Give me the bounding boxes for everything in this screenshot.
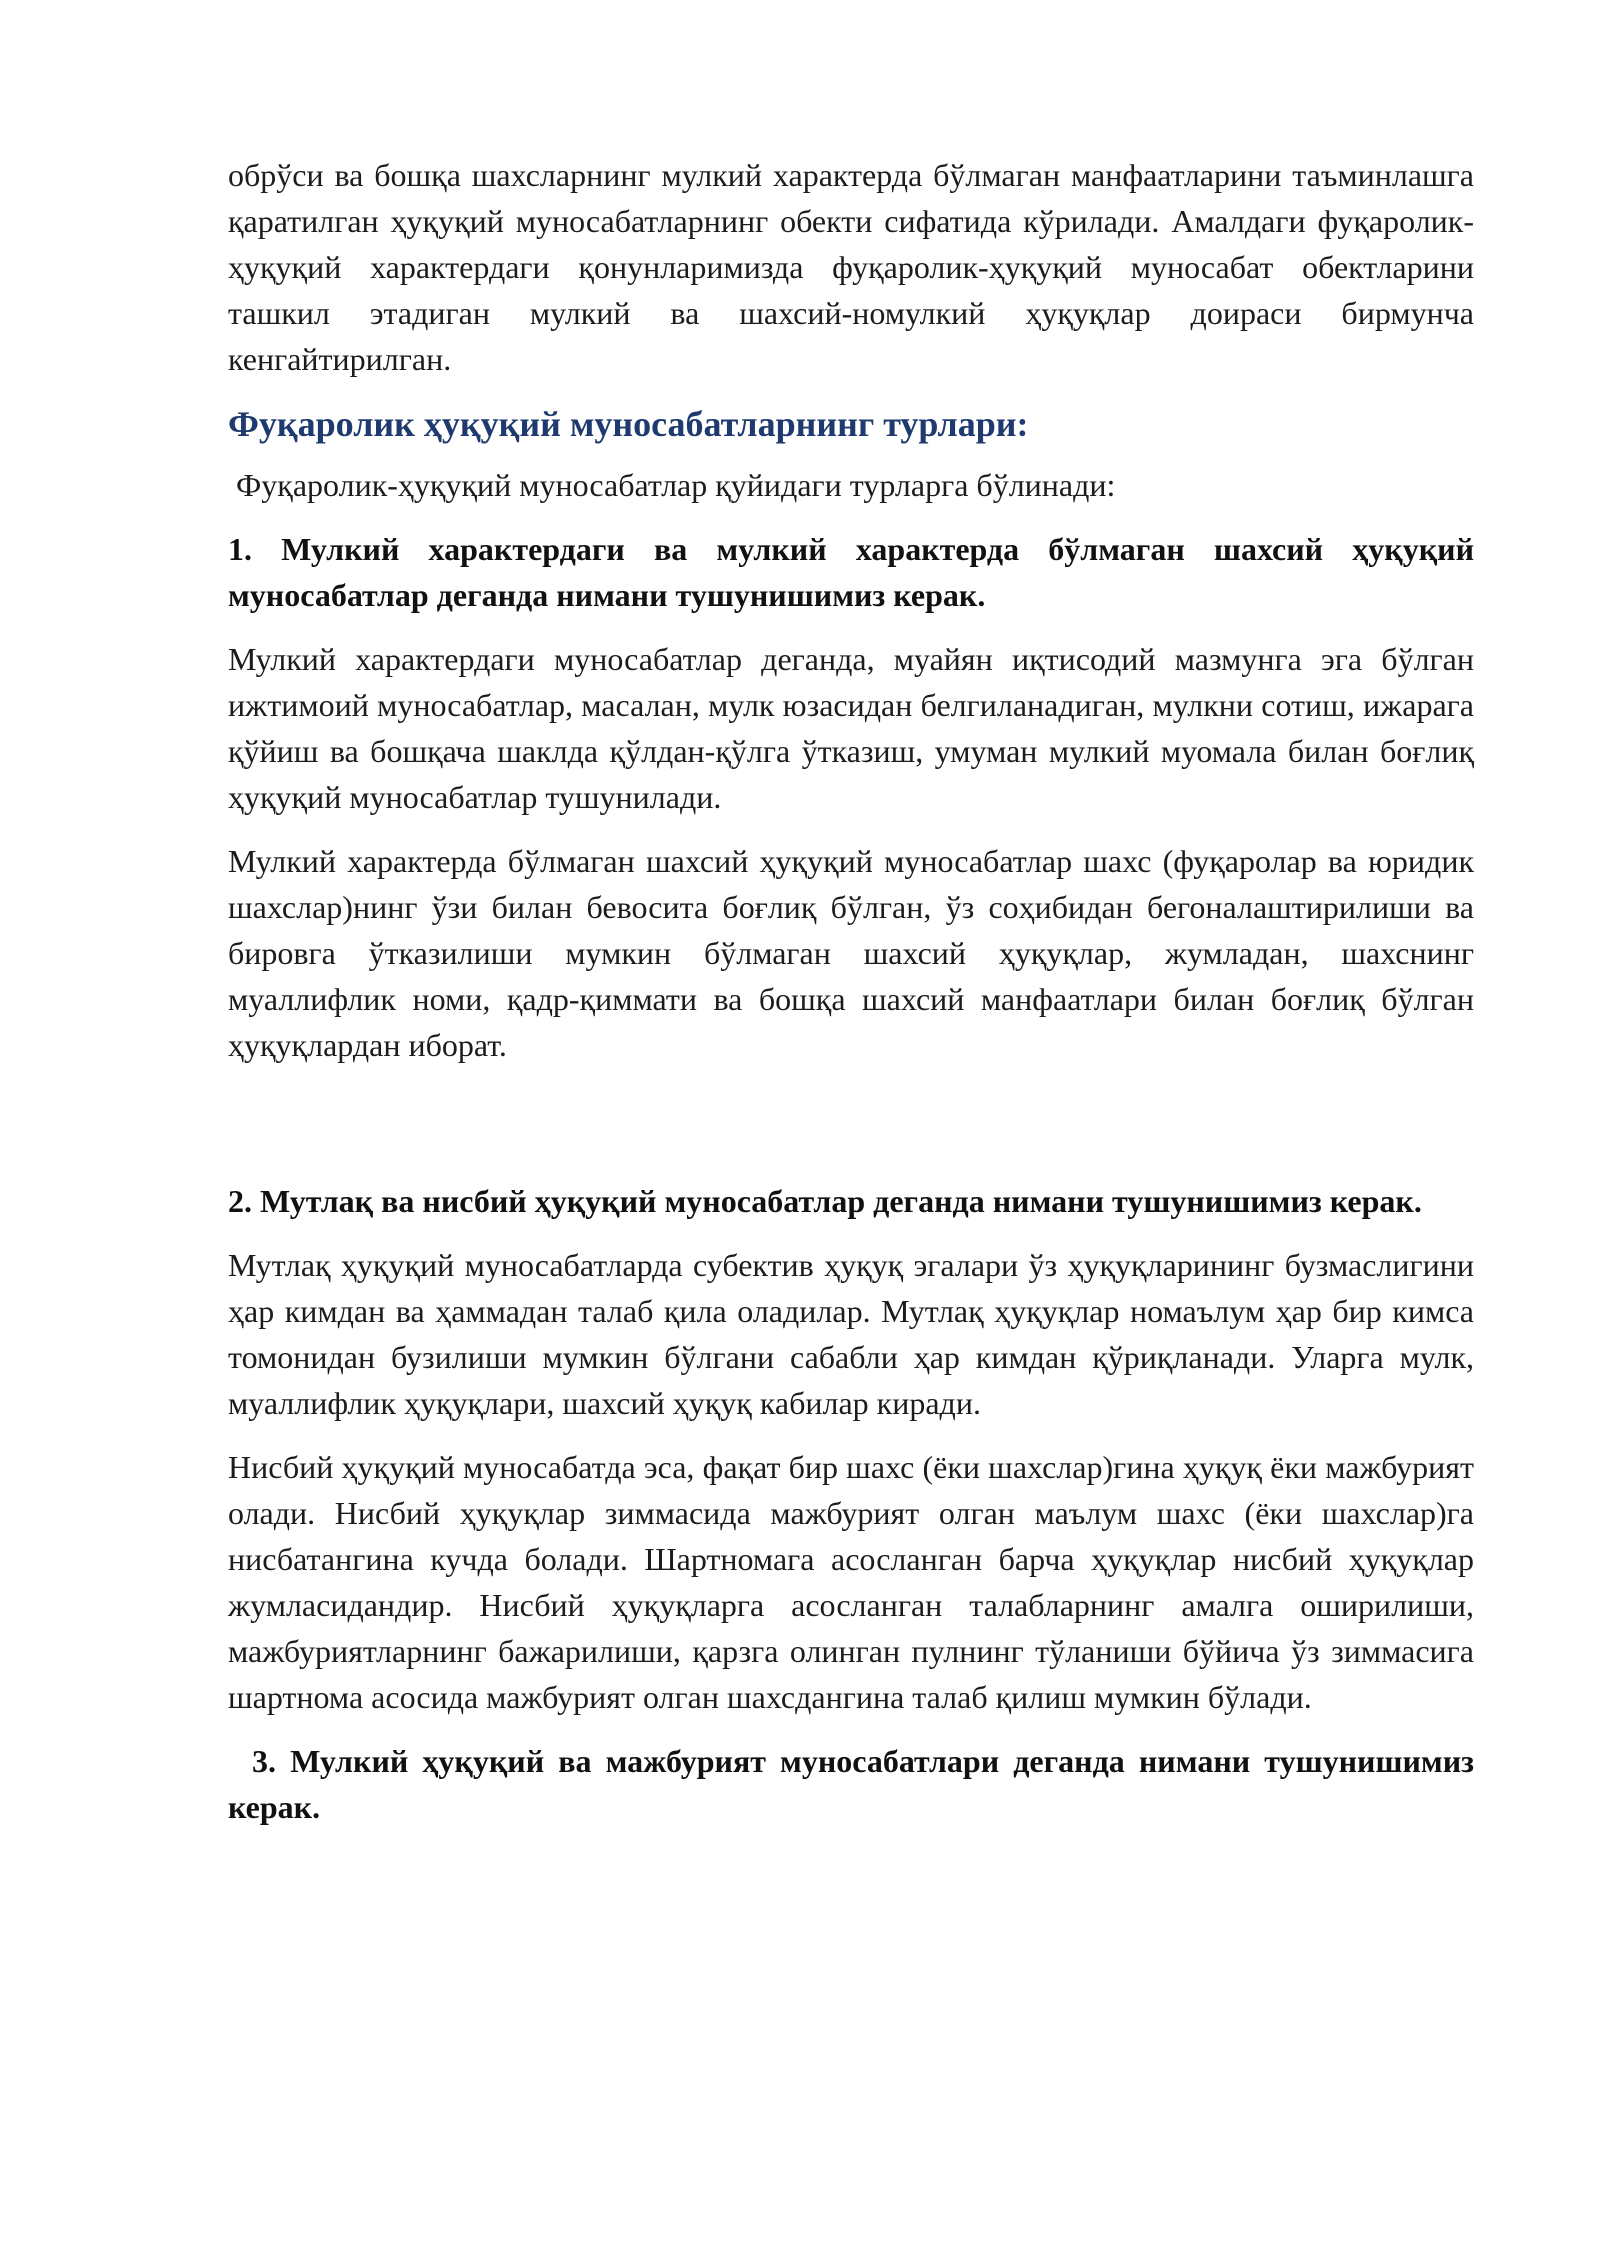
question-1-paragraph-1: Мулкий характердаги муносабатлар деганда, муайян иқтисодий мазмунга эга бўлган ижтимоий муносабатлар, масалан, мулк юзасидан белгиланадиган, мулкни сотиш, ижарага қўйиш ва бошқача шаклда қўлдан-қўлга ўтказиш, умуман мулкий муомала билан боғлиқ ҳуқуқий муносабатлар тушунилади. — [228, 641, 1474, 815]
section-title: Фуқаролик ҳуқуқий муносабатларнинг турлари: — [228, 404, 1029, 444]
question-2-paragraph-2: Нисбий ҳуқуқий муносабатда эса, фақат бир шахс (ёки шахслар)гина ҳуқуқ ёки мажбурият олади. Нисбий ҳуқуқлар зиммасида мажбурият олган маълум шахс (ёки шахслар)га нисбатангина кучда болади. Шартномага асосланган барча ҳуқуқлар нисбий ҳуқуқлар жумласидандир. Нисбий ҳуқуқларга асосланган талабларнинг амалга оширилиши, мажбуриятларнинг бажарилиши, қарзга олинган пулнинг тўланиши бўйича ўз зиммасига шартнома асосида мажбурият олган шахсдангина талаб қилиш мумкин бўлади. — [228, 1449, 1474, 1715]
question-2-paragraph-1: Мутлақ ҳуқуқий муносабатларда субектив ҳуқуқ эгалари ўз ҳуқуқларининг бузмаслигини ҳар кимдан ва ҳаммадан талаб қила оладилар. Мутлақ ҳуқуқлар номаълум ҳар бир кимса томонидан бузилиши мумкин бўлгани сабабли ҳар кимдан қўриқланади. Уларга мулк, муаллифлик ҳуқуқлари, шахсий ҳуқуқ кабилар киради. — [228, 1247, 1474, 1421]
document-page — [228, 152, 1474, 1830]
question-1-paragraph-2: Мулкий характерда бўлмаган шахсий ҳуқуқий муносабатлар шахс (фуқаролар ва юридик шахслар)нинг ўзи билан бевосита боғлиқ бўлган, ўз соҳибидан бегоналаштирилиши ва бировга ўтказилиши мумкин бўлмаган шахсий ҳуқуқлар, жумладан, шахснинг муаллифлик номи, қадр-қиммати ва бошқа шахсий манфаатлари билан боғлиқ бўлган ҳуқуқлардан иборат. — [228, 843, 1474, 1063]
question-2-title: 2. Мутлақ ва нисбий ҳуқуқий муносабатлар деганда нимани тушунишимиз керак. — [228, 1183, 1422, 1219]
section-intro: Фуқаролик-ҳуқуқий муносабатлар қуйидаги турларга бўлинади: — [228, 467, 1116, 503]
intro-paragraph: обрўси ва бошқа шахсларнинг мулкий характерда бўлмаган манфаатларини таъминлашга қаратилган ҳуқуқий муносабатларнинг обекти сифатида кўрилади. Амалдаги фуқаролик-ҳуқуқий характердаги қонунларимизда фуқаролик-ҳуқуқий муносабат обектларини ташкил этадиган мулкий ва шахсий-номулкий ҳуқуқлар доираси бирмунча кенгайтирилган. — [228, 157, 1474, 377]
question-3-title: 3. Мулкий ҳуқуқий ва мажбурият муносабатлари деганда нимани тушунишимиз керак. — [228, 1743, 1474, 1825]
question-1-title: 1. Мулкий характердаги ва мулкий характерда бўлмаган шахсий ҳуқуқий муносабатлар деганда нимани тушунишимиз керак. — [228, 531, 1474, 613]
